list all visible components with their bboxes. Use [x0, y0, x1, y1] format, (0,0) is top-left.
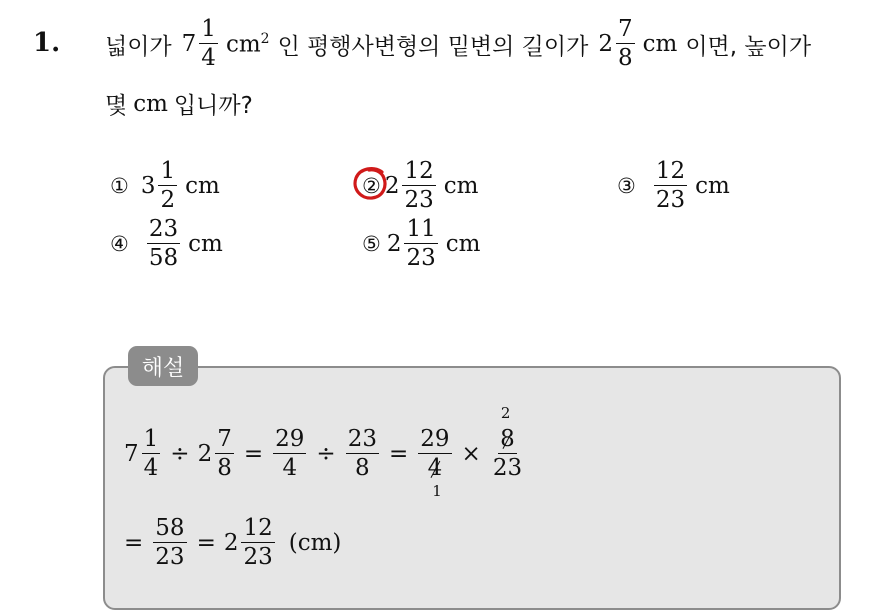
- sol-equals-4: =: [196, 530, 216, 556]
- solution-tag: 해설: [128, 346, 198, 386]
- sol-f-numerator: [498, 428, 517, 454]
- base-fraction: [616, 18, 635, 70]
- choice-number-3: ③: [617, 174, 636, 198]
- choice-2-unit: cm: [443, 173, 479, 199]
- choice-1[interactable]: [110, 160, 220, 212]
- sol-h-denominator: 23: [243, 544, 273, 570]
- sol-cancel-top: 2: [500, 404, 511, 422]
- question-unit: cm: [133, 90, 168, 117]
- sol-d-fraction: [346, 428, 379, 480]
- choice-4[interactable]: [110, 218, 223, 270]
- sol-c-denominator: 4: [282, 455, 298, 481]
- sol-a-whole: 7: [124, 441, 139, 467]
- choice-1-numerator: 1: [160, 158, 176, 184]
- choice-2-fraction: [402, 160, 435, 212]
- question-text-5: 입니까?: [173, 93, 253, 119]
- sol-c-numerator: 29: [275, 426, 305, 452]
- choice-3-denominator: 23: [655, 187, 686, 213]
- choice-1-whole: 3: [140, 173, 156, 199]
- sol-a-numerator: 1: [143, 426, 159, 452]
- base-numerator: 7: [617, 16, 633, 42]
- choice-4-fraction: [147, 218, 180, 270]
- choice-3-numerator: 12: [655, 158, 686, 184]
- sol-times: ×: [461, 441, 481, 467]
- sol-f-denominator: 23: [492, 455, 523, 481]
- choice-4-unit: cm: [188, 231, 223, 257]
- choice-5-unit: cm: [445, 231, 481, 257]
- sol-equals-1: =: [243, 441, 264, 467]
- area-numerator: 1: [201, 16, 216, 42]
- choice-5[interactable]: [362, 218, 480, 270]
- choice-5-denominator: 23: [406, 245, 436, 271]
- sol-divide-2: ÷: [316, 441, 336, 467]
- area-denominator: 4: [201, 45, 216, 71]
- solution-line-1: [124, 404, 526, 500]
- choice-3[interactable]: [617, 160, 730, 212]
- question-text-3: 이면, 높이가: [685, 33, 812, 60]
- answer-circle-mark: [352, 164, 390, 202]
- sol-c-fraction: [273, 428, 306, 480]
- sol-divide-1: ÷: [170, 441, 190, 467]
- choice-5-whole: 2: [386, 231, 402, 257]
- choice-1-unit: cm: [185, 173, 220, 199]
- sol-e-numerator: 29: [420, 426, 450, 452]
- sol-e-fraction: [418, 426, 451, 500]
- sol-cancel-bottom: 1: [432, 482, 442, 500]
- question-line-2: [105, 87, 253, 120]
- sol-f-cancelled-numerator: 8: [500, 426, 515, 452]
- solution-line-2: [124, 517, 341, 569]
- base-unit: cm: [642, 31, 678, 57]
- sol-unit: (cm): [288, 530, 342, 556]
- sol-d-denominator: 8: [355, 455, 370, 481]
- sol-equals-2: =: [388, 441, 409, 467]
- sol-b-numerator: 7: [217, 426, 232, 452]
- question-text-1: 넓이가: [105, 33, 172, 60]
- choice-number-2: ②: [362, 174, 381, 198]
- sol-a-denominator: 4: [143, 455, 159, 481]
- choice-5-numerator: 11: [406, 216, 436, 242]
- question-number: 1.: [33, 28, 61, 58]
- choice-3-fraction: [654, 160, 687, 212]
- sol-b-denominator: 8: [217, 455, 232, 481]
- area-unit-exponent: 2: [260, 30, 270, 47]
- sol-d-numerator: 23: [347, 426, 377, 452]
- sol-e-denominator: [426, 454, 445, 480]
- choice-2-denominator: 23: [404, 187, 434, 213]
- choice-number-1: ①: [110, 174, 129, 198]
- area-unit: $cm^2$: [225, 30, 270, 58]
- sol-e-cancelled-denominator: 4: [427, 455, 443, 481]
- sol-h-numerator: 12: [243, 515, 273, 541]
- choice-number-4: ④: [110, 232, 129, 256]
- base-whole: 2: [598, 31, 613, 57]
- choice-4-denominator: 58: [148, 245, 179, 271]
- choice-4-numerator: 23: [148, 216, 179, 242]
- choice-number-5: ⑤: [362, 232, 381, 256]
- sol-h-fraction: [241, 517, 274, 569]
- sol-g-denominator: 23: [155, 544, 185, 570]
- sol-g-numerator: 58: [155, 515, 185, 541]
- choice-1-fraction: [158, 160, 177, 212]
- choice-2-numerator: 12: [404, 158, 434, 184]
- question-text-2: 인 평행사변형의 밑변의 길이가: [277, 33, 589, 60]
- sol-a-fraction: [142, 428, 161, 480]
- sol-b-fraction: [215, 428, 234, 480]
- question-line-1: [105, 18, 811, 70]
- area-whole: 7: [181, 31, 197, 57]
- choice-1-denominator: 2: [160, 187, 176, 213]
- question-text-4: 몇: [105, 93, 128, 119]
- area-fraction: [199, 18, 218, 70]
- choice-3-unit: cm: [695, 173, 730, 199]
- choice-2-whole: 2: [384, 173, 400, 199]
- choice-5-fraction: [404, 218, 437, 270]
- solution-box: [103, 366, 841, 610]
- base-denominator: 8: [617, 45, 633, 71]
- sol-equals-3: =: [124, 530, 144, 556]
- sol-g-fraction: [153, 517, 186, 569]
- sol-h-whole: 2: [223, 530, 239, 556]
- sol-f-fraction: [491, 404, 524, 481]
- sol-b-whole: 2: [197, 441, 213, 467]
